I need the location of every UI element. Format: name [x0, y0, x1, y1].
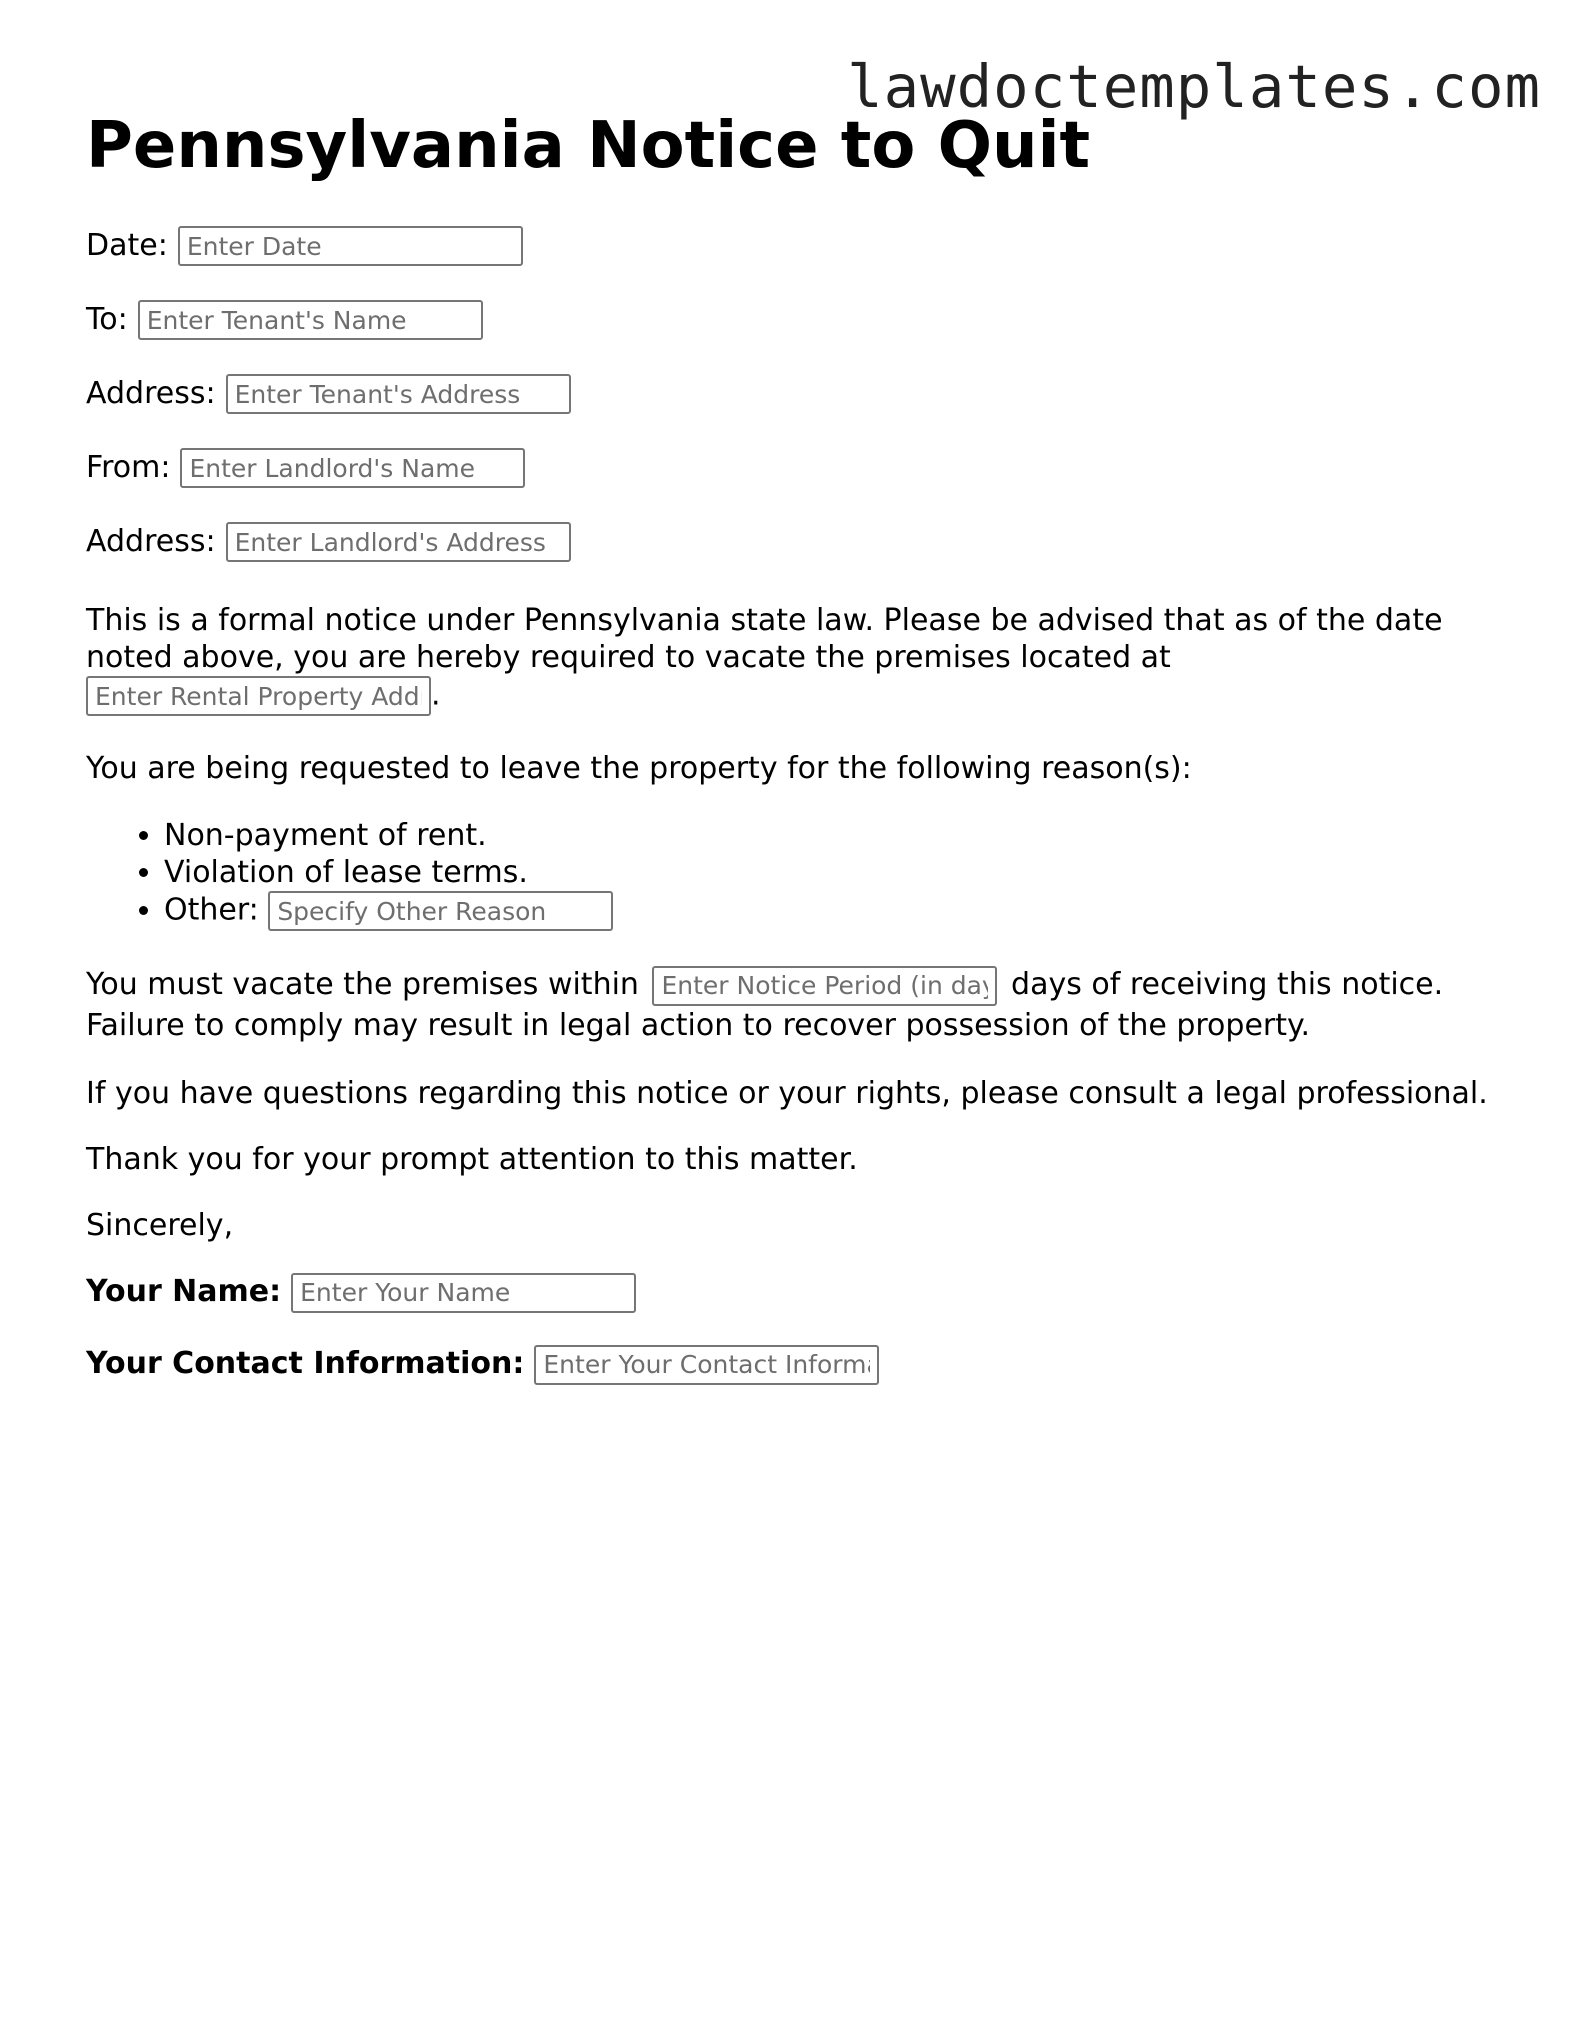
reason-item-nonpayment: • Non-payment of rent. [164, 817, 1506, 854]
page-title: Pennsylvania Notice to Quit [86, 109, 1091, 183]
contact-info-row [86, 1345, 1506, 1385]
notice-end-punct: . [431, 677, 441, 713]
watermark: lawdoctemplates.com [847, 52, 1541, 121]
your-name-label: Your Name: [86, 1274, 282, 1309]
tenant-address-row [86, 374, 1506, 414]
closing: Sincerely, [86, 1207, 234, 1243]
date-field[interactable] [178, 226, 523, 266]
vacate-paragraph [86, 965, 1506, 1046]
other-label: Other: [164, 892, 259, 928]
reasons-list [86, 817, 1506, 931]
tenant-name-row [86, 300, 1506, 340]
document [86, 108, 1506, 1419]
other-reason-field[interactable] [268, 891, 613, 931]
to-label: To: [86, 301, 128, 337]
reason-item-violation: • Violation of lease terms. [164, 854, 1506, 891]
landlord-name-row [86, 448, 1506, 488]
contact-info-label: Your Contact Information: [86, 1346, 525, 1381]
tenant-address-field[interactable] [226, 374, 571, 414]
contact-info-field[interactable] [534, 1345, 879, 1385]
landlord-address-row [86, 522, 1506, 562]
vacate-text-before: You must vacate the premises within [86, 967, 639, 1002]
landlord-address-label: Address: [86, 523, 216, 559]
from-label: From: [86, 449, 171, 485]
notice-period-field[interactable] [652, 966, 997, 1006]
notice-paragraph [86, 602, 1506, 716]
date-row [86, 226, 1506, 266]
landlord-address-field[interactable] [226, 522, 571, 562]
questions-paragraph: If you have questions regarding this notice or your rights, please consult a legal professional. [86, 1075, 1488, 1111]
landlord-name-field[interactable] [180, 448, 525, 488]
tenant-address-label: Address: [86, 375, 216, 411]
reasons-intro: You are being requested to leave the property for the following reason(s): [86, 751, 1192, 786]
vacate-text-after: days of receiving this notice. Failure to comply may result in legal action to recover possession of the property. [86, 967, 1444, 1043]
thanks-paragraph: Thank you for your prompt attention to this matter. [86, 1141, 858, 1177]
notice-text: This is a formal notice under Pennsylvania state law. Please be advised that as of the date noted above, you are hereby required to vacate the premises located at [86, 603, 1443, 675]
tenant-name-field[interactable] [138, 300, 483, 340]
date-label: Date: [86, 227, 168, 263]
your-name-row [86, 1273, 1506, 1313]
reason-item-other [164, 891, 1506, 931]
your-name-field[interactable] [291, 1273, 636, 1313]
rental-property-address-field[interactable] [86, 676, 431, 716]
